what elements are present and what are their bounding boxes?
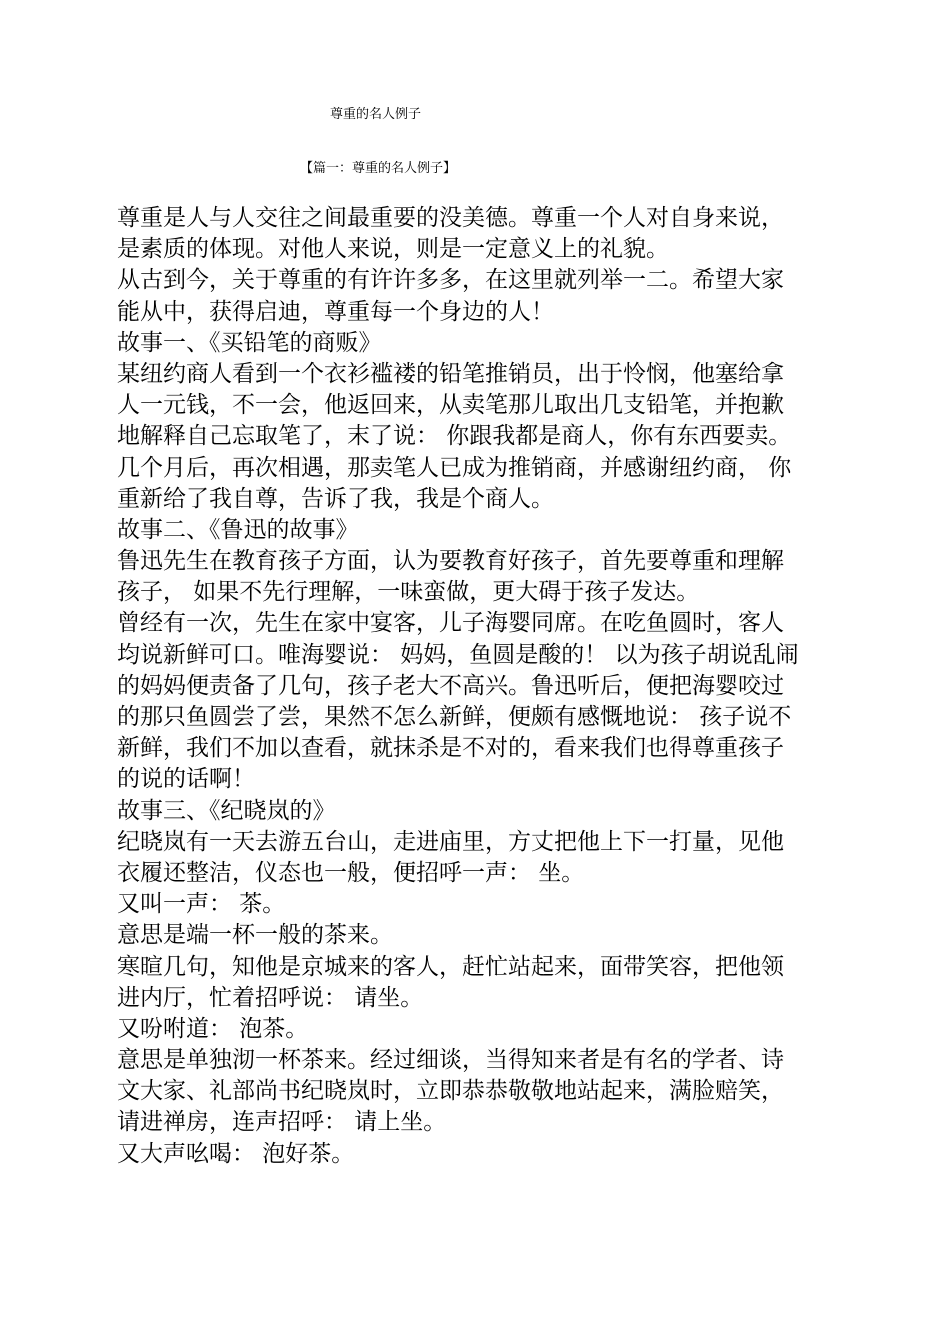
body-text-line: 的那只鱼圆尝了尝，果然不怎么新鲜，便颇有感慨地说： 孩子说不 (117, 704, 792, 730)
body-text-line: 从古到今，关于尊重的有许许多多，在这里就列举一二。希望大家 (117, 267, 784, 294)
body-text-line: 尊重是人与人交往之间最重要的没美德。尊重一个人对自身来说， (117, 205, 784, 231)
body-text-line: 意思是端一杯一般的茶来。 (117, 922, 393, 949)
body-text-line: 曾经有一次，先生在家中宴客，儿子海婴同席。在吃鱼圆时，客人 (117, 610, 784, 637)
body-text-line: 衣履还整洁，仪态也一般，便招呼一声： 坐。 (117, 859, 585, 886)
body-text-line: 又叫一声： 茶。 (117, 891, 286, 918)
body-text-line: 故事三、《纪晓岚的》 (117, 797, 336, 824)
body-text-line: 是素质的体现。对他人来说，则是一定意义上的礼貌。 (117, 236, 669, 263)
document-title: 尊重的名人例子 (330, 107, 422, 122)
body-text-line: 请进禅房，连声招呼： 请上坐。 (117, 1109, 447, 1136)
body-text-line: 重新给了我自尊，告诉了我，我是个商人。 (117, 485, 554, 512)
body-text-line: 新鲜，我们不加以查看，就抹杀是不对的，看来我们也得尊重孩子 (117, 735, 784, 762)
body-text-line: 又大声吆喝： 泡好茶。 (117, 1140, 355, 1167)
body-text-line: 的妈妈便责备了几句，孩子老大不高兴。鲁迅听后，便把海婴咬过 (117, 672, 784, 699)
body-text-line: 进内厅，忙着招呼说： 请坐。 (117, 984, 424, 1011)
body-text-line: 能从中，获得启迪，尊重每一个身边的人！ (117, 298, 554, 325)
body-text-line: 孩子， 如果不先行理解，一味蛮做，更大碍于孩子发达。 (117, 579, 700, 606)
body-text-line: 某纽约商人看到一个衣衫褴褛的铅笔推销员，出于怜悯，他塞给拿 (117, 360, 784, 387)
body-text-line: 纪晓岚有一天去游五台山，走进庙里，方丈把他上下一打量，见他 (117, 828, 784, 855)
document-body (117, 203, 837, 1170)
body-text-line: 几个月后，再次相遇，那卖笔人已成为推销商，并感谢纽约商， 你 (117, 454, 792, 481)
body-text-line: 寒暄几句，知他是京城来的客人，赶忙站起来，面带笑容，把他领 (117, 953, 784, 980)
body-text-line: 地解释自己忘取笔了，末了说： 你跟我都是商人，你有东西要卖。 (117, 423, 792, 450)
body-text-line: 的说的话啊！ (117, 766, 255, 793)
body-text-line: 均说新鲜可口。唯海婴说： 妈妈，鱼圆是酸的！ 以为孩子胡说乱闹 (117, 641, 799, 668)
body-text-line: 意思是单独沏一杯茶来。经过细谈，当得知来者是有名的学者、诗 (117, 1047, 784, 1074)
body-text-line: 文大家、礼部尚书纪晓岚时，立即恭恭敬敬地站起来，满脸赔笑， (117, 1078, 784, 1105)
body-text-line: 故事二、《鲁迅的故事》 (117, 516, 359, 543)
body-text-line: 又吩咐道： 泡茶。 (117, 1015, 309, 1042)
section-heading: 【篇一：尊重的名人例子】 (300, 161, 457, 176)
body-text-line: 人一元钱，不一会，他返回来，从卖笔那儿取出几支铅笔，并抱歉 (117, 392, 784, 419)
body-text-line: 鲁迅先生在教育孩子方面，认为要教育好孩子，首先要尊重和理解 (117, 548, 784, 575)
body-text-line: 故事一、《买铅笔的商贩》 (117, 329, 382, 356)
